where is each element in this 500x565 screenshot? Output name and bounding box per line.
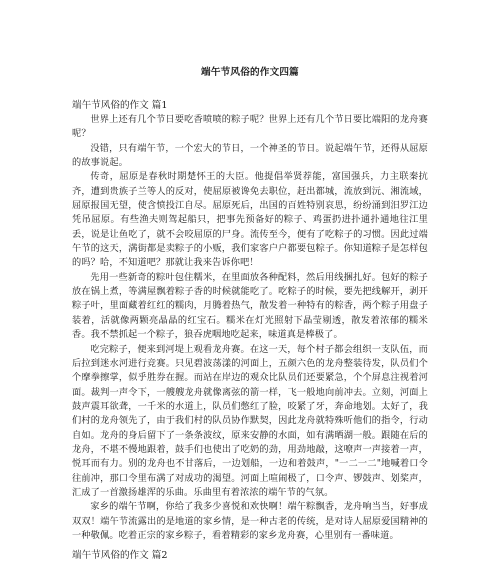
section-heading-2: 端午节风俗的作文 篇2 [72,550,168,561]
paragraph: 家乡的端午节啊，你给了我多少喜悦和欢快啊！端午粽飘香，龙舟响当当，好事成双双！端午节流露出的是地道的家乡情，是一种古老的传统，是对诗人屈原爱国精神的一种敬佩。吃着正宗的家乡粽子，看着精彩的家乡龙舟赛，心里别有一番味道。 [72,501,428,541]
section-heading-1: 端午节风俗的作文 篇1 [72,100,168,111]
document-title: 端午节风俗的作文四篇 [201,67,299,78]
paragraph: 先用一些新奇的粽叶包住糯米，在里面放各种配料，然后用线捆扎好。包好的粽子放在锅上煮，等满屋飘着粽子香的时候就能吃了。吃粽子的时候，要先把线解开，剥开粽子叶，里面藏着红红的糯肉，月腾着热气，散发着一种特有的粽香，两个粽子用盘子装着，活就像两颗亮晶晶的红宝石。糯米在灯光照射下晶莹剔透，散发着浓郁的糯米香。我不禁抓起一个粽子，狼吞虎咽地吃起来，味道真是棒极了。 [72,271,428,341]
section-body-1 [72,113,428,543]
paragraph: 世界上还有几个节日要吃香喷喷的粽子呢？世界上还有几个节日要比端阳的龙舟赛呢？ [72,114,428,140]
paragraph: 没错，只有端午节，一个宏大的节日，一个神圣的节日。说起端午节，还得从屈原的故事说起。 [72,142,428,169]
paragraph: 吃完粽子，便来到河堤上观看龙舟赛。在这一天，每个村子都会组织一支队伍，而后拉到迷水河进行竞赛。只见碧波荡漾的河面上，五颜六色的龙舟整装待发，队员们个个摩拳擦掌，似乎胜券在握。而站在岸边的观众比队员们还要紧急，个个屏息注视着河面。裁判一声令下，一艘艘龙舟就像离弦的箭一样，飞一般地向前冲去。立刻，河面上鼓声震耳欲聋，一千米的水道上，队员们憋红了脸，咬紧了牙，奔命地划。太好了，我们村的龙舟领先了，由于我们村的队员协作默契，因此龙舟就特殊听他们的指令，行动自如。龙舟的身后留下了一条条波纹，原来安静的水面，如有满晒湖一般。跟随在后的龙舟，不堪不慢地跟着，鼓手们也使出了吃奶的劲，用劲地敲，这嘹声一声接着一声，悦耳而有力。别的龙舟也不甘落后，一边划船，一边和着鼓声，"一二一二"地喊着口令往前冲，那口令里布满了对成功的渴望。河面上喧闹极了，口令声、锣鼓声、划桨声，汇成了一首激扬雄浑的乐曲。乐曲里有着浓浓的端午节的气氛。 [72,343,428,498]
paragraph: 传奇，屈原是春秋时期楚怀王的大臣。他提倡举贤荐能，富国强兵，力主联秦抗齐，遭到贵族子兰等人的反对，使屈原被谗免去职位，赶出都城，流放到沅、湘流域，屈原报国无望，使含愤投江自尽。屈原死后，出国的百姓特别哀思，纷纷涌到汨罗江边凭吊屈原。有些渔夫则驾起船只，把事先预备好的粽子、鸡蛋扔进扑通扑通地往江里丢，说是让鱼吃了，就不会咬屈原的尸身。流传至今，便有了吃粽子的习惯。因此过端午节的这天，满街都是卖粽子的小贩，我们家客户户都要包粽子。你知道粽子是怎样包的吗？哈，不知道吧？那就让我来告诉你吧！ [72,171,428,269]
